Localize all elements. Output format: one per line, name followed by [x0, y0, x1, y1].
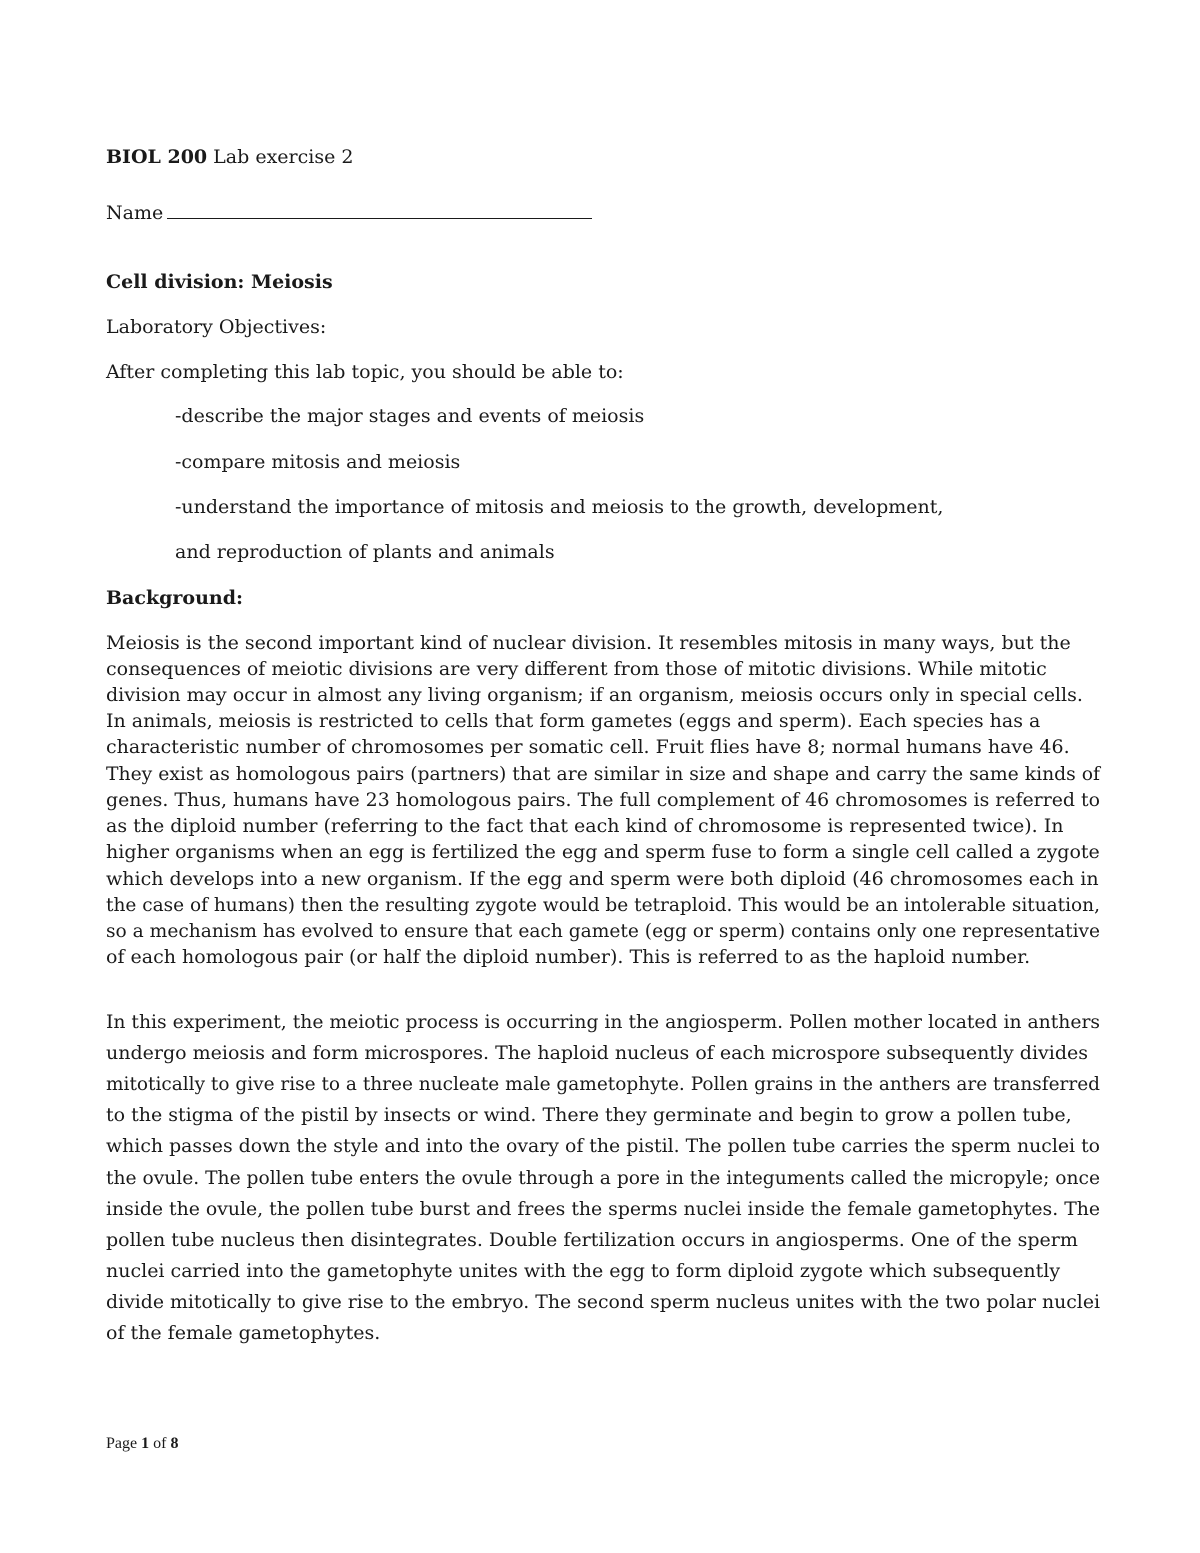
page-label: Page	[106, 1435, 142, 1452]
name-label: Name	[106, 202, 164, 224]
paragraph-line: as the diploid number (referring to the fact that each kind of chromosome is represented twice). In	[106, 815, 1064, 837]
paragraph-line: In animals, meiosis is restricted to cells that form gametes (eggs and sperm). Each species has a	[106, 710, 1041, 732]
course-code: BIOL 200	[106, 146, 208, 168]
paragraph-line: higher organisms when an egg is fertilized the egg and sperm fuse to form a single cell called a zygote	[106, 841, 1100, 863]
objective-item: -compare mitosis and meiosis	[175, 451, 461, 473]
exercise-label: Lab exercise 2	[207, 146, 354, 168]
paragraph-line: the case of humans) then the resulting zygote would be tetraploid. This would be an intolerable situation,	[106, 894, 1101, 916]
paragraph-line: mitotically to give rise to a three nucleate male gametophyte. Pollen grains in the anthers are transferred	[106, 1073, 1100, 1095]
section-heading: Cell division: Meiosis	[106, 271, 333, 293]
paragraph-line: In this experiment, the meiotic process is occurring in the angiosperm. Pollen mother located in anthers	[106, 1011, 1101, 1033]
of-label: of	[149, 1435, 171, 1452]
document-title	[106, 146, 353, 168]
name-blank-line	[167, 200, 592, 219]
objective-item: -understand the importance of mitosis and meiosis to the growth, development,	[175, 496, 944, 518]
paragraph-line: pollen tube nucleus then disintegrates. Double fertilization occurs in angiosperms. One of the sperm	[106, 1229, 1078, 1251]
paragraph-line: to the stigma of the pistil by insects or wind. There they germinate and begin to grow a pollen tube,	[106, 1104, 1072, 1126]
page-total: 8	[170, 1435, 179, 1452]
paragraph-line: Meiosis is the second important kind of nuclear division. It resembles mitosis in many ways, but the	[106, 632, 1071, 654]
paragraph-line: the ovule. The pollen tube enters the ovule through a pore in the integuments called the micropyle; once	[106, 1167, 1101, 1189]
objective-item: -describe the major stages and events of meiosis	[175, 405, 645, 427]
objectives-intro: After completing this lab topic, you should be able to:	[106, 361, 624, 383]
paragraph-line: of each homologous pair (or half the diploid number). This is referred to as the haploid number.	[106, 946, 1031, 968]
paragraph-line: consequences of meiotic divisions are very different from those of mitotic divisions. While mitotic	[106, 658, 1047, 680]
paragraph-line: nuclei carried into the gametophyte unites with the egg to form diploid zygote which subsequently	[106, 1260, 1061, 1282]
objectives-label: Laboratory Objectives:	[106, 316, 327, 338]
paragraph-line: inside the ovule, the pollen tube burst and frees the sperms nuclei inside the female gametophytes. The	[106, 1198, 1101, 1220]
paragraph-line: of the female gametophytes.	[106, 1322, 381, 1344]
paragraph-line: undergo meiosis and form microspores. The haploid nucleus of each microspore subsequently divides	[106, 1042, 1089, 1064]
background-heading: Background:	[106, 587, 243, 609]
name-field-row	[106, 200, 592, 224]
page-current: 1	[141, 1435, 150, 1452]
page-number-footer	[106, 1435, 178, 1453]
paragraph-line: characteristic number of chromosomes per somatic cell. Fruit flies have 8; normal humans have 46.	[106, 736, 1070, 758]
paragraph-line: They exist as homologous pairs (partners) that are similar in size and shape and carry the same kinds of	[106, 763, 1101, 785]
paragraph-line: which passes down the style and into the ovary of the pistil. The pollen tube carries the sperm nuclei to	[106, 1135, 1101, 1157]
paragraph-line: genes. Thus, humans have 23 homologous pairs. The full complement of 46 chromosomes is referred to	[106, 789, 1100, 811]
paragraph-line: so a mechanism has evolved to ensure that each gamete (egg or sperm) contains only one representative	[106, 920, 1101, 942]
paragraph-line: which develops into a new organism. If the egg and sperm were both diploid (46 chromosomes each in	[106, 868, 1099, 890]
paragraph-line: divide mitotically to give rise to the embryo. The second sperm nucleus unites with the two polar nuclei	[106, 1291, 1101, 1313]
paragraph-line: division may occur in almost any living organism; if an organism, meiosis occurs only in special cells.	[106, 684, 1083, 706]
objective-item-continuation: and reproduction of plants and animals	[175, 541, 555, 563]
